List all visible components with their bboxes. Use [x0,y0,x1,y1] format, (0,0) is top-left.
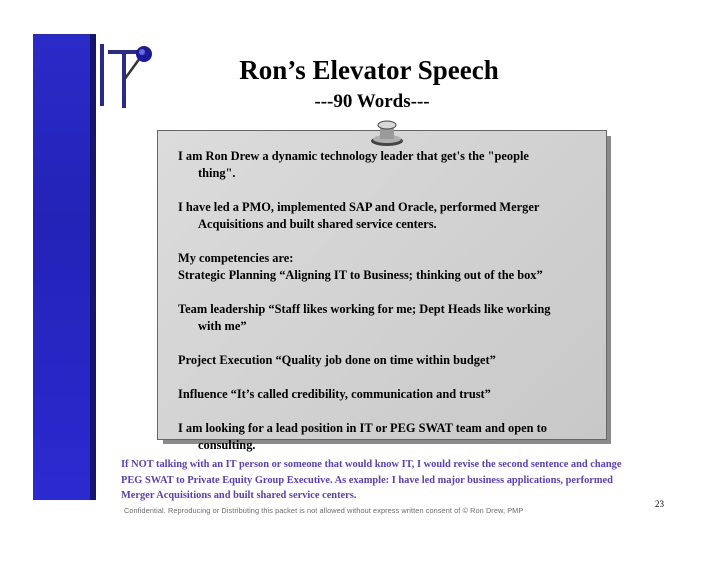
note-line: If NOT talking with an IT person or someone that would know IT, I would revise the second sentence and change [121,459,622,470]
paragraph-influence: Influence “It’s called credibility, communication and trust” [178,387,491,401]
note-line: PEG SWAT to Private Equity Group Executive. As example: I have led major business applications, performed [121,474,613,486]
speech-text [178,148,598,471]
slide-title: Ron’s Elevator Speech [239,55,499,85]
paragraph-looking-for: I am looking for a lead position in IT or PEG SWAT team and open to consulting. [178,421,547,452]
paragraph-competencies-heading: My competencies are: [178,251,294,265]
confidential-footer: Confidential. Reproducing or Distributing this packet is not allowed without express written consent of © Ron Drew, PMP [124,506,524,515]
slide-subtitle: ---90 Words--- [314,91,430,112]
paragraph-strategic-planning: Strategic Planning “Aligning IT to Business; thinking out of the box” [178,268,543,282]
paragraph-intro: I am Ron Drew a dynamic technology leader that get's the "people thing". [178,149,529,180]
paragraph-project-execution: Project Execution “Quality job done on time within budget” [178,353,496,367]
page-number: 23 [655,499,664,509]
revision-note [121,457,681,504]
paragraph-experience: I have led a PMO, implemented SAP and Oracle, performed Merger Acquisitions and built shared service centers. [178,200,540,231]
push-pin-icon [368,117,406,147]
paragraph-team-leadership: Team leadership “Staff likes working for me; Dept Heads like working with me” [178,302,551,333]
note-line: Merger Acquisitions and built shared service centers. [121,490,357,501]
